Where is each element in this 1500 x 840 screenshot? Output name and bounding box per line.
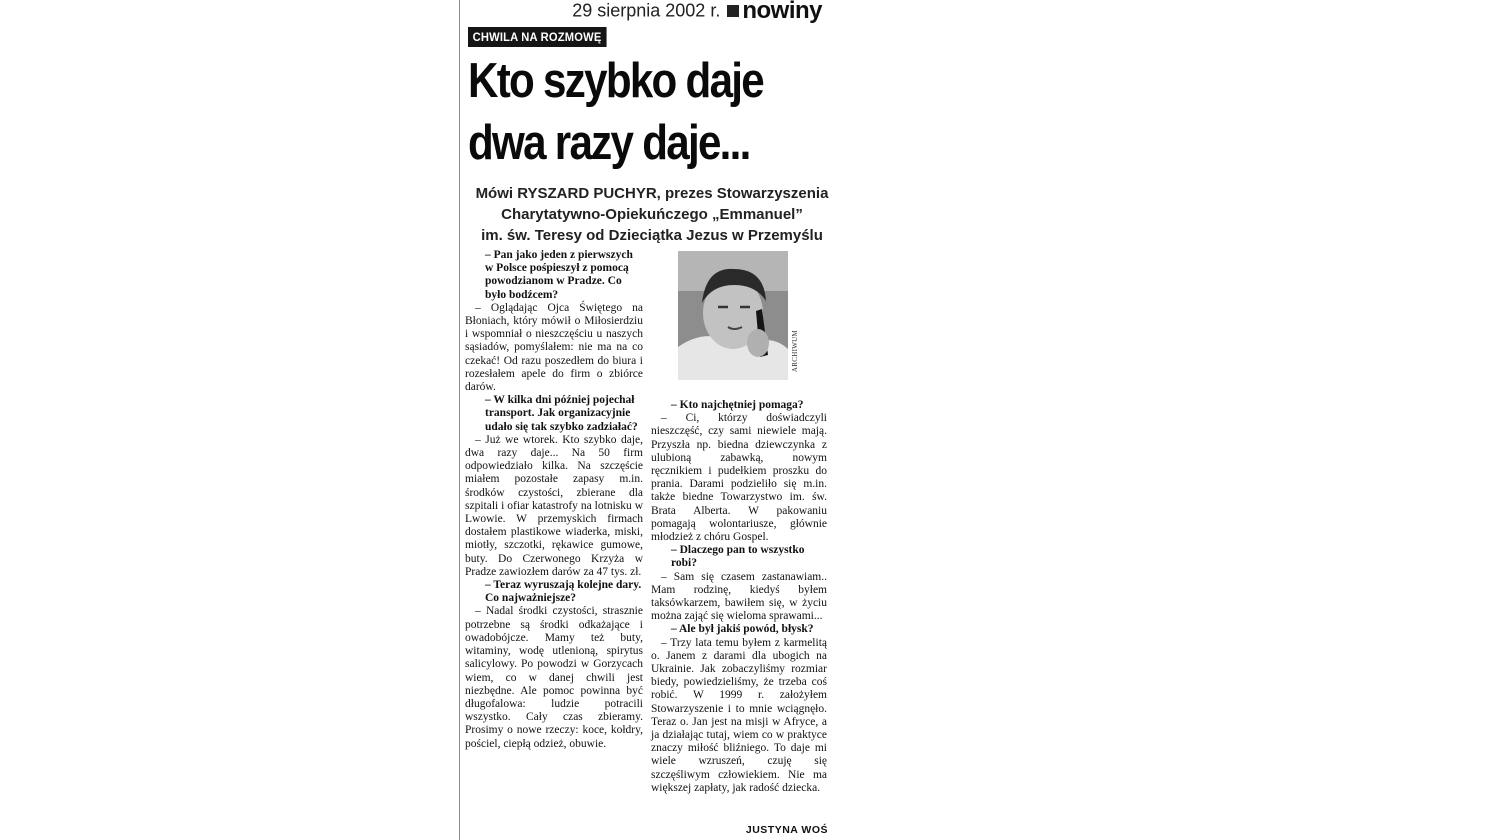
page-header	[572, 0, 822, 25]
headline-line-1: Kto szybko daje	[468, 54, 764, 108]
newspaper-clipping	[458, 0, 840, 840]
answer: – Nadal środki czystości, strasznie potrzebne są środki odkażające i owadobójcze. Mamy też buty, witaminy, wodę utlenioną, spirytus salicylowy. Po powodzi w Gorzycach wiem, co w danej chwili jest niezbędne. Ale pomoc powinna być długofalowa: ludzie potracili wszystko. Cały czas zbieramy. Prosimy o nowe rzeczy: koce, kołdry, pościel, ciepłą odzież, obuwie.	[465, 605, 643, 750]
question: – Teraz wyruszają kolejne dary. Co najważniejsze?	[485, 579, 642, 605]
question: – Dlaczego pan to wszystko robi?	[671, 544, 805, 570]
subheadline-line-3: im. św. Teresy od Dzieciątka Jezus w Przemyślu	[481, 227, 823, 244]
headline	[468, 50, 795, 174]
portrait-photo	[678, 251, 788, 380]
answer: – Trzy lata temu byłem z karmelitą o. Janem z darami dla ubogich na Ukrainie. Jak zobaczyliśmy rozmiar biedy, powiedzieliśmy, że trzeba coś robić. W 1999 r. założyłem Stowarzyszenie i to mnie wciągnęło. Teraz o. Jan jest na misji w Afryce, a ja działając tutaj, wiem co w praktyce znaczy miłość bliźniego. To daje mi wiele wzruszeń, czuję się szczęśliwym człowiekiem. Nie ma większej zapłaty, jak radość dziecka.	[651, 636, 827, 794]
subheadline-line-2: Charytatywno-Opiekuńczego „Emmanuel”	[501, 206, 803, 223]
question: – Ale był jakiś powód, błysk?	[671, 623, 814, 636]
section-kicker: CHWILA NA ROZMOWĘ	[468, 27, 606, 47]
subheadline	[468, 183, 836, 246]
newspaper-name: nowiny	[742, 0, 822, 24]
question: – Kto najchętniej pomaga?	[671, 399, 804, 411]
headline-line-2: dwa razy daje...	[468, 116, 750, 170]
question: – Pan jako jeden z pierwszych w Polsce pośpieszył z pomocą powodzianom w Pradze. Co było bodźcem?	[485, 249, 633, 301]
subheadline-line-1: Mówi RYSZARD PUCHYR, prezes Stowarzyszenia	[475, 185, 829, 202]
photo-credit: ARCHIWUM	[791, 330, 799, 373]
answer: – Sam się czasem zastanawiam.. Mam rodzinę, kiedyś byłem taksówkarzem, bawiłem się, w życiu można zająć się wieloma sprawami...	[651, 570, 827, 623]
square-bullet-icon	[727, 5, 739, 17]
answer: – Oglądając Ojca Świętego na Błoniach, który mówił o Miłosierdziu i wspomniał o nieszczęściu u naszych sąsiadów, pomyślałem: nie ma na co czekać! Od razu poszedłem do biura i rozesłałem apele do firm o zbiórce darów.	[465, 301, 643, 394]
question: – W kilka dni później pojechał transport. Jak organizacyjnie udało się tak szybko zadziałać?	[485, 394, 638, 433]
article-column-right	[651, 399, 827, 795]
answer: – Ci, którzy doświadczyli nieszczęść, czy sami niewiele mają. Przyszła np. biedna dziewczynka z ulubioną zabawką, nowym ręcznikiem i pudełkiem proszku do prania. Darami podzieliło się m.in. także biedne Towarzystwo im. św. Brata Alberta. W pakowaniu pomagają wolontariusze, głównie młodzież z chóru Gospel.	[651, 412, 827, 544]
issue-date: 29 sierpnia 2002 r.	[572, 0, 721, 21]
author-byline: JUSTYNA WOŚ	[745, 824, 828, 836]
article-column-left	[465, 249, 643, 751]
answer: – Już we wtorek. Kto szybko daje, dwa razy daje... Na 50 firm odpowiedziało kilka. Na szczęście miałem pozostałe zapasy m.in. środków czystości, zbierane dla szpitali i ofiar katastrofy na lotnisku w Lwowie. W przemyskich firmach dostałem plastikowe wiaderka, miski, miotły, szczotki, rękawice gumowe, buty. Do Czerwonego Krzyża w Pradze zawiozłem darów za 47 tys. zł.	[465, 433, 643, 578]
